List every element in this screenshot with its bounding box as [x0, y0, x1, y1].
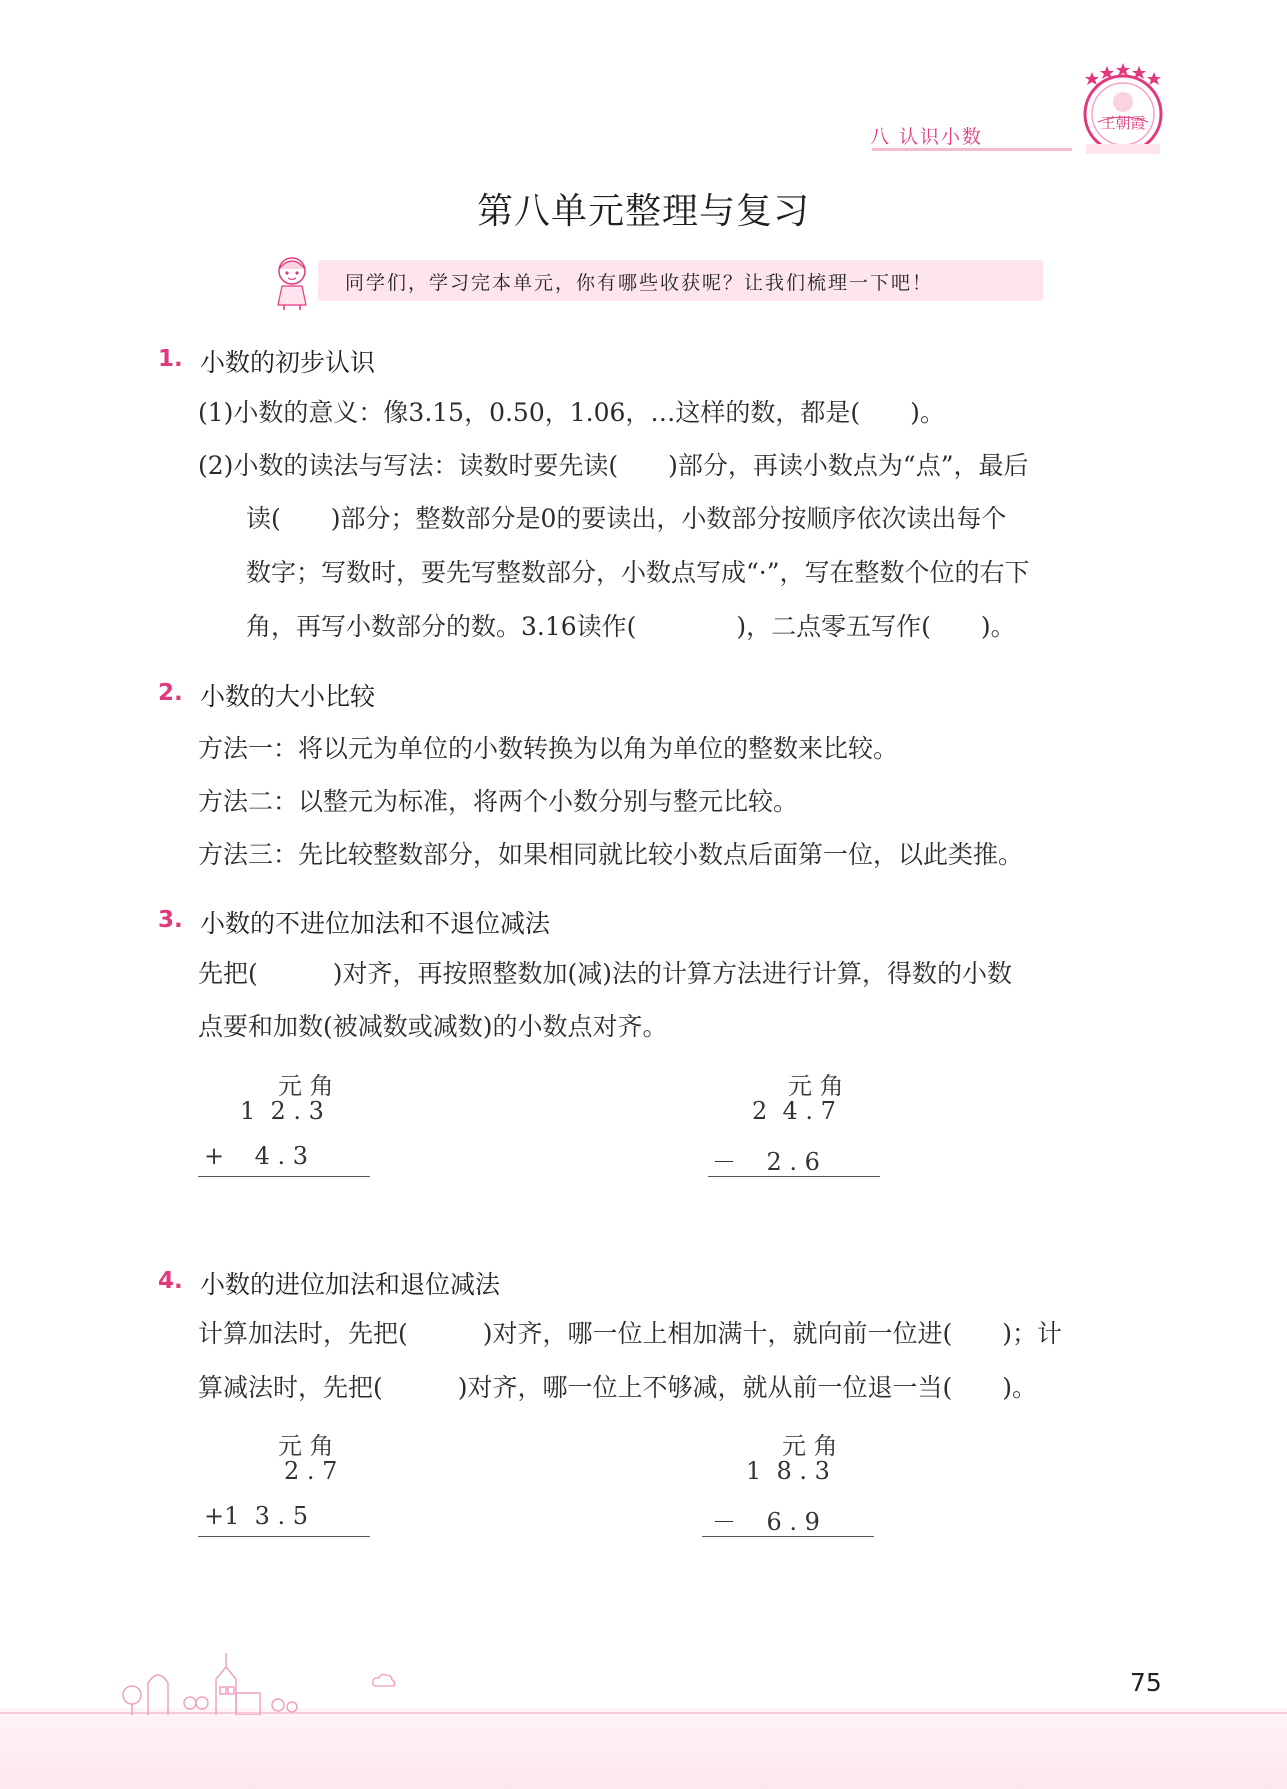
- section-title: 小数的初步认识: [200, 348, 376, 377]
- chapter-tab: 八 认识小数: [870, 126, 984, 148]
- text-line: 方法三：先比较整数部分，如果相同就比较小数点后面第一位，以此类推。: [198, 840, 1024, 869]
- text-line: 读( )部分；整数部分是0的要读出，小数部分按顺序依次读出每个: [246, 504, 1007, 533]
- chapter-underline: [872, 148, 1072, 151]
- text-line: 计算加法时，先把( )对齐，哪一位上相加满十，就向前一位进( )；计: [198, 1319, 1063, 1348]
- calc-row: 1 2 . 3: [240, 1097, 324, 1125]
- calc-units-label: 元 角: [278, 1072, 334, 1100]
- calc-units-label: 元 角: [278, 1432, 334, 1460]
- page-number: 75: [1130, 1668, 1162, 1697]
- town-illustration-icon: [118, 1645, 308, 1715]
- text-line: 先把( )对齐，再按照整数加(减)法的计算方法进行计算，得数的小数: [198, 959, 1013, 988]
- text-line: (1)小数的意义：像3.15，0.50，1.06，…这样的数，都是( )。: [198, 398, 945, 427]
- calc-underline: [708, 1176, 880, 1177]
- intro-text: 同学们，学习完本单元，你有哪些收获呢？让我们梳理一下吧！: [345, 272, 934, 294]
- section-title: 小数的大小比较: [200, 682, 376, 711]
- section-number: 2.: [158, 680, 183, 706]
- calc-row: +1 3 . 5: [204, 1502, 309, 1530]
- author-badge-logo: [1072, 62, 1174, 158]
- calc-row: － 2 . 6: [712, 1148, 820, 1176]
- calc-row: 2 4 . 7: [752, 1097, 836, 1125]
- footer-band: [0, 1708, 1287, 1789]
- text-line: (2)小数的读法与写法：读数时要先读( )部分，再读小数点为“点”，最后: [198, 451, 1029, 480]
- calc-row: + 4 . 3: [204, 1142, 309, 1170]
- section-number: 1.: [158, 346, 183, 372]
- calc-units-label: 元 角: [788, 1072, 844, 1100]
- calc-underline: [198, 1176, 370, 1177]
- text-line: 算减法时，先把( )对齐，哪一位上不够减，就从前一位退一当( )。: [198, 1373, 1038, 1402]
- text-line: 数字；写数时，要先写整数部分，小数点写成“·”，写在整数个位的右下: [246, 558, 1030, 587]
- page-title: 第八单元整理与复习: [476, 191, 810, 232]
- section-title: 小数的不进位加法和不退位减法: [200, 909, 551, 938]
- calc-row: 2 . 7: [284, 1457, 338, 1485]
- text-line: 方法一：将以元为单位的小数转换为以角为单位的整数来比较。: [198, 734, 899, 763]
- cloud-icon: [372, 1672, 396, 1688]
- girl-mascot-icon: [270, 253, 315, 311]
- text-line: 点要和加数(被减数或减数)的小数点对齐。: [198, 1012, 668, 1041]
- text-line: 角，再写小数部分的数。3.16读作( )，二点零五写作( )。: [246, 612, 1016, 641]
- calc-underline: [198, 1536, 370, 1537]
- badge-text: 王朝霞: [1100, 114, 1146, 132]
- calc-units-label: 元 角: [782, 1432, 838, 1460]
- calc-row: 1 8 . 3: [746, 1457, 830, 1485]
- text-line: 方法二：以整元为标准，将两个小数分别与整元比较。: [198, 787, 799, 816]
- calc-underline: [702, 1536, 874, 1537]
- calc-row: － 6 . 9: [712, 1508, 820, 1536]
- section-number: 3.: [158, 907, 183, 933]
- section-title: 小数的进位加法和退位减法: [200, 1270, 501, 1299]
- section-number: 4.: [158, 1268, 183, 1294]
